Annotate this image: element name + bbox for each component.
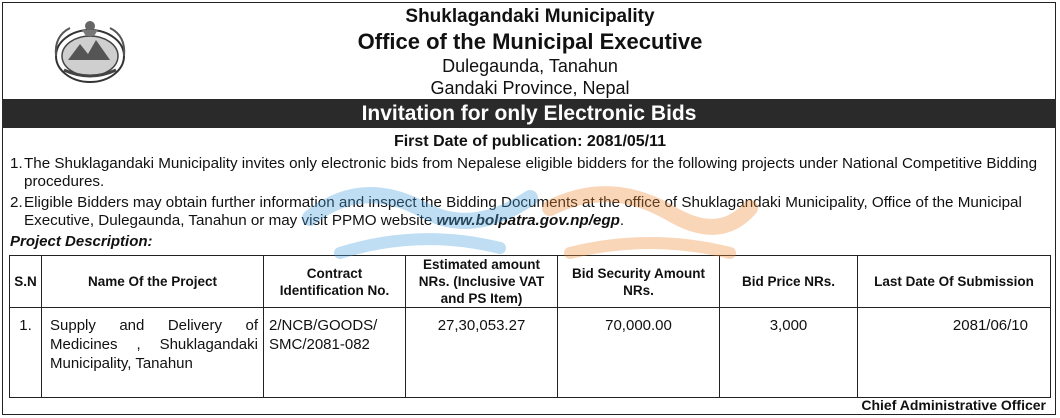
col-header-name: Name Of the Project bbox=[42, 256, 264, 308]
cell-estimated-amount: 27,30,053.27 bbox=[406, 308, 558, 398]
address-line-2: Gandaki Province, Nepal bbox=[430, 78, 630, 98]
item-number: 2. bbox=[10, 194, 23, 211]
ppmo-website-link[interactable]: www.bolpatra.gov.np/egp bbox=[436, 212, 620, 229]
col-header-sn: S.N bbox=[10, 256, 42, 308]
item-number: 1. bbox=[10, 155, 23, 172]
cell-project-name: Supply and Delivery of Medicines , Shuklagandaki Municipality, Tanahun bbox=[42, 308, 264, 398]
notice-item-2 bbox=[10, 194, 1050, 230]
item-text-end: . bbox=[619, 212, 625, 229]
cell-sn: 1. bbox=[10, 308, 42, 398]
cell-contract-id: 2/NCB/GOODS/ SMC/2081-082 bbox=[264, 308, 406, 398]
col-header-last-date: Last Date Of Submission bbox=[858, 256, 1051, 308]
notice-item-1 bbox=[10, 155, 1050, 191]
col-header-bid-price: Bid Price NRs. bbox=[720, 256, 858, 308]
municipality-name: Shuklagandaki Municipality bbox=[405, 6, 655, 27]
notice-title-banner: Invitation for only Electronic Bids bbox=[2, 99, 1056, 128]
publication-date: First Date of publication: 2081/05/11 bbox=[393, 133, 667, 150]
cell-last-date: 2081/06/10 bbox=[858, 308, 1051, 398]
table-header-row bbox=[10, 256, 1051, 308]
cell-bid-price: 3,000 bbox=[720, 308, 858, 398]
project-table bbox=[9, 255, 1051, 398]
cell-bid-security: 70,000.00 bbox=[558, 308, 720, 398]
project-description-label: Project Description: bbox=[10, 233, 153, 250]
col-header-bid-security: Bid Security Amount NRs. bbox=[558, 256, 720, 308]
item-text bbox=[24, 194, 1050, 230]
col-header-contract-id: Contract Identification No. bbox=[264, 256, 406, 308]
table-row bbox=[10, 308, 1051, 398]
address-line-1: Dulegaunda, Tanahun bbox=[442, 56, 618, 76]
col-header-estimated-amount: Estimated amount NRs. (Inclusive VAT and PS Item) bbox=[406, 256, 558, 308]
item-text: The Shuklagandaki Municipality invites only electronic bids from Nepalese eligible bidders for the following projects under National Competitive Bidding procedures. bbox=[24, 155, 1038, 190]
item-text-body: Eligible Bidders may obtain further information and inspect the Bidding Documents at the office of Shuklagandaki Municipality, Office of the Municipal Executive, Dulegaunda, Tanahun or may visit PPMO website bbox=[24, 194, 1022, 229]
office-name: Office of the Municipal Executive bbox=[357, 29, 703, 54]
signoff-title: Chief Administrative Officer bbox=[861, 397, 1046, 413]
